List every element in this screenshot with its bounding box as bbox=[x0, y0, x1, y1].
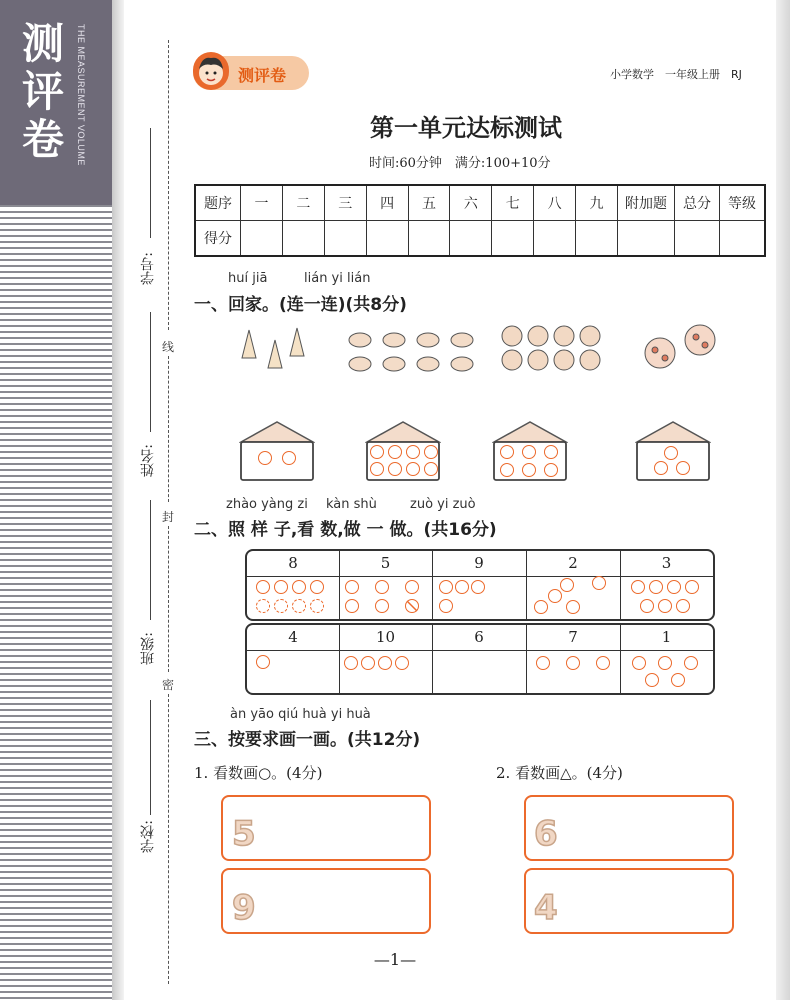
binding-dashed-line bbox=[168, 356, 169, 502]
page-number: —1— bbox=[373, 950, 417, 969]
circle bbox=[536, 656, 550, 670]
score-input-cell[interactable] bbox=[492, 221, 534, 257]
binding-dashed-line bbox=[168, 526, 169, 672]
house-circle bbox=[654, 461, 668, 475]
circle bbox=[375, 580, 389, 594]
sidebar-title-char: 测 bbox=[22, 19, 65, 68]
house-circle bbox=[370, 445, 384, 459]
field-line bbox=[150, 312, 151, 432]
house-1[interactable] bbox=[239, 420, 315, 486]
circle bbox=[256, 655, 270, 669]
pinyin: kàn shù bbox=[326, 497, 377, 512]
circle bbox=[375, 599, 389, 613]
sidebar-title-char: 评 bbox=[22, 67, 65, 116]
circle bbox=[640, 599, 654, 613]
page-edge-shadow bbox=[112, 0, 124, 1000]
sidebar-title-char: 卷 bbox=[22, 115, 65, 164]
circle bbox=[439, 580, 453, 594]
score-input-cell[interactable] bbox=[408, 221, 450, 257]
table-cell: 五 bbox=[408, 185, 450, 221]
house-circle bbox=[406, 445, 420, 459]
field-line bbox=[150, 700, 151, 815]
child-face-icon bbox=[193, 52, 229, 90]
binding-dashed-line bbox=[168, 40, 169, 330]
table-cell: 题序 bbox=[195, 185, 241, 221]
mice-icon[interactable] bbox=[349, 333, 473, 371]
bamboo-shoots-icon[interactable] bbox=[242, 328, 304, 368]
box-number: 9 bbox=[232, 888, 256, 928]
table-cell: 八 bbox=[534, 185, 576, 221]
score-input-cell[interactable] bbox=[576, 221, 618, 257]
circle bbox=[671, 673, 685, 687]
table-cell: 七 bbox=[492, 185, 534, 221]
circle bbox=[455, 580, 469, 594]
student-name-label: 姓名: bbox=[140, 444, 156, 477]
grid-number: 7 bbox=[568, 628, 578, 646]
circle bbox=[345, 580, 359, 594]
binding-mark-line: 线 bbox=[162, 340, 175, 354]
table-cell: 得分 bbox=[195, 221, 241, 257]
grid-number: 8 bbox=[288, 554, 298, 572]
box-number: 6 bbox=[534, 814, 558, 854]
pineapples-icon[interactable] bbox=[502, 326, 600, 370]
house-circle bbox=[500, 445, 514, 459]
dashed-circle[interactable] bbox=[274, 599, 288, 613]
circle bbox=[632, 656, 646, 670]
table-cell: 六 bbox=[450, 185, 492, 221]
house-circle bbox=[500, 463, 514, 477]
score-input-cell[interactable] bbox=[282, 221, 324, 257]
sidebar-title bbox=[22, 20, 72, 164]
house-circle bbox=[522, 463, 536, 477]
table-cell: 一 bbox=[241, 185, 283, 221]
pinyin: àn yāo qiú huà yi huà bbox=[230, 707, 371, 722]
circle bbox=[548, 589, 562, 603]
circle bbox=[631, 580, 645, 594]
grid-number: 10 bbox=[375, 628, 396, 646]
pinyin: zhào yàng zi bbox=[226, 497, 308, 512]
circle bbox=[405, 580, 419, 594]
score-input-cell[interactable] bbox=[675, 221, 720, 257]
pinyin: zuò yi zuò bbox=[410, 497, 476, 512]
score-input-cell[interactable] bbox=[618, 221, 675, 257]
circle bbox=[596, 656, 610, 670]
dashed-circle[interactable] bbox=[310, 599, 324, 613]
sidebar-stripes bbox=[0, 205, 112, 1000]
score-input-cell[interactable] bbox=[534, 221, 576, 257]
grid-divider bbox=[247, 576, 713, 577]
house-circle bbox=[406, 462, 420, 476]
page-right-edge bbox=[776, 0, 790, 1000]
grid-number: 2 bbox=[568, 554, 578, 572]
field-line bbox=[150, 500, 151, 620]
circle bbox=[395, 656, 409, 670]
house-circle bbox=[544, 445, 558, 459]
score-header-row bbox=[195, 185, 765, 221]
circle bbox=[292, 580, 306, 594]
circle bbox=[592, 576, 606, 590]
score-input-cell[interactable] bbox=[324, 221, 366, 257]
circle bbox=[684, 656, 698, 670]
score-input-cell[interactable] bbox=[450, 221, 492, 257]
dashed-circle[interactable] bbox=[256, 599, 270, 613]
score-input-cell[interactable] bbox=[720, 221, 766, 257]
binding-mark-seal: 封 bbox=[162, 510, 175, 524]
circle bbox=[658, 599, 672, 613]
school-label: 学校: bbox=[140, 820, 156, 853]
house-circle bbox=[664, 446, 678, 460]
house-circle bbox=[424, 445, 438, 459]
house-circle bbox=[282, 451, 296, 465]
circle bbox=[274, 580, 288, 594]
circle bbox=[676, 599, 690, 613]
table-cell: 九 bbox=[576, 185, 618, 221]
house-circle bbox=[370, 462, 384, 476]
circle bbox=[560, 578, 574, 592]
score-input-cell[interactable] bbox=[366, 221, 408, 257]
box-number: 4 bbox=[534, 888, 558, 928]
score-table bbox=[194, 184, 766, 257]
circle bbox=[344, 656, 358, 670]
sidebar-subtitle: THE MEASUREMENT VOLUME bbox=[76, 24, 86, 166]
circle bbox=[534, 600, 548, 614]
circle bbox=[685, 580, 699, 594]
table-cell: 三 bbox=[324, 185, 366, 221]
circle bbox=[658, 656, 672, 670]
test-info: 时间:60分钟 满分:100+10分 bbox=[369, 156, 551, 171]
circle bbox=[378, 656, 392, 670]
table-cell: 二 bbox=[282, 185, 324, 221]
table-cell: 附加题 bbox=[618, 185, 675, 221]
house-circle bbox=[388, 445, 402, 459]
circle bbox=[256, 580, 270, 594]
circle bbox=[310, 580, 324, 594]
binding-mark-secret: 密 bbox=[162, 678, 175, 692]
circle bbox=[439, 599, 453, 613]
section1-pictures bbox=[232, 318, 772, 380]
ladybugs-icon[interactable] bbox=[645, 325, 715, 368]
circle bbox=[645, 673, 659, 687]
score-input-cell[interactable] bbox=[241, 221, 283, 257]
section2-title: 二、照 样 子,看 数,做 一 做。(共16分) bbox=[194, 520, 497, 540]
circle bbox=[566, 656, 580, 670]
page-title: 第一单元达标测试 bbox=[370, 113, 562, 142]
circle bbox=[649, 580, 663, 594]
house-circle bbox=[388, 462, 402, 476]
dashed-circle[interactable] bbox=[292, 599, 306, 613]
field-line bbox=[150, 128, 151, 238]
binding-dashed-line bbox=[168, 694, 169, 984]
house-circle bbox=[258, 451, 272, 465]
pinyin: lián yi lián bbox=[304, 271, 371, 286]
badge-label: 测评卷 bbox=[238, 66, 287, 85]
section1-title: 一、回家。(连一连)(共8分) bbox=[194, 295, 407, 315]
house-circle bbox=[522, 445, 536, 459]
circle bbox=[361, 656, 375, 670]
table-cell: 四 bbox=[366, 185, 408, 221]
circle bbox=[667, 580, 681, 594]
grid-number: 5 bbox=[380, 554, 391, 572]
pinyin: huí jiā bbox=[228, 271, 268, 286]
grid-number: 6 bbox=[474, 628, 484, 646]
table-cell: 等级 bbox=[720, 185, 766, 221]
box-number: 5 bbox=[232, 814, 256, 854]
question-1: 1. 看数画○。(4分) bbox=[194, 764, 323, 782]
class-label: 班级: bbox=[140, 632, 156, 665]
grid-divider bbox=[247, 650, 713, 651]
circle bbox=[471, 580, 485, 594]
section3-title: 三、按要求画一画。(共12分) bbox=[194, 730, 421, 750]
house-circle bbox=[676, 461, 690, 475]
table-cell: 总分 bbox=[675, 185, 720, 221]
question-2: 2. 看数画△。(4分) bbox=[496, 764, 623, 782]
grid-number: 3 bbox=[661, 554, 672, 572]
grid-number: 1 bbox=[661, 628, 672, 646]
student-id-label: 学号: bbox=[140, 252, 156, 285]
circle bbox=[566, 600, 580, 614]
grid-number: 4 bbox=[288, 628, 298, 646]
circle bbox=[345, 599, 359, 613]
course-info: 小学数学 一年级上册 RJ bbox=[610, 68, 742, 81]
score-input-row bbox=[195, 221, 765, 257]
grid-number: 9 bbox=[474, 554, 484, 572]
cross-out-icon bbox=[405, 599, 419, 613]
house-circle bbox=[424, 462, 438, 476]
house-circle bbox=[544, 463, 558, 477]
